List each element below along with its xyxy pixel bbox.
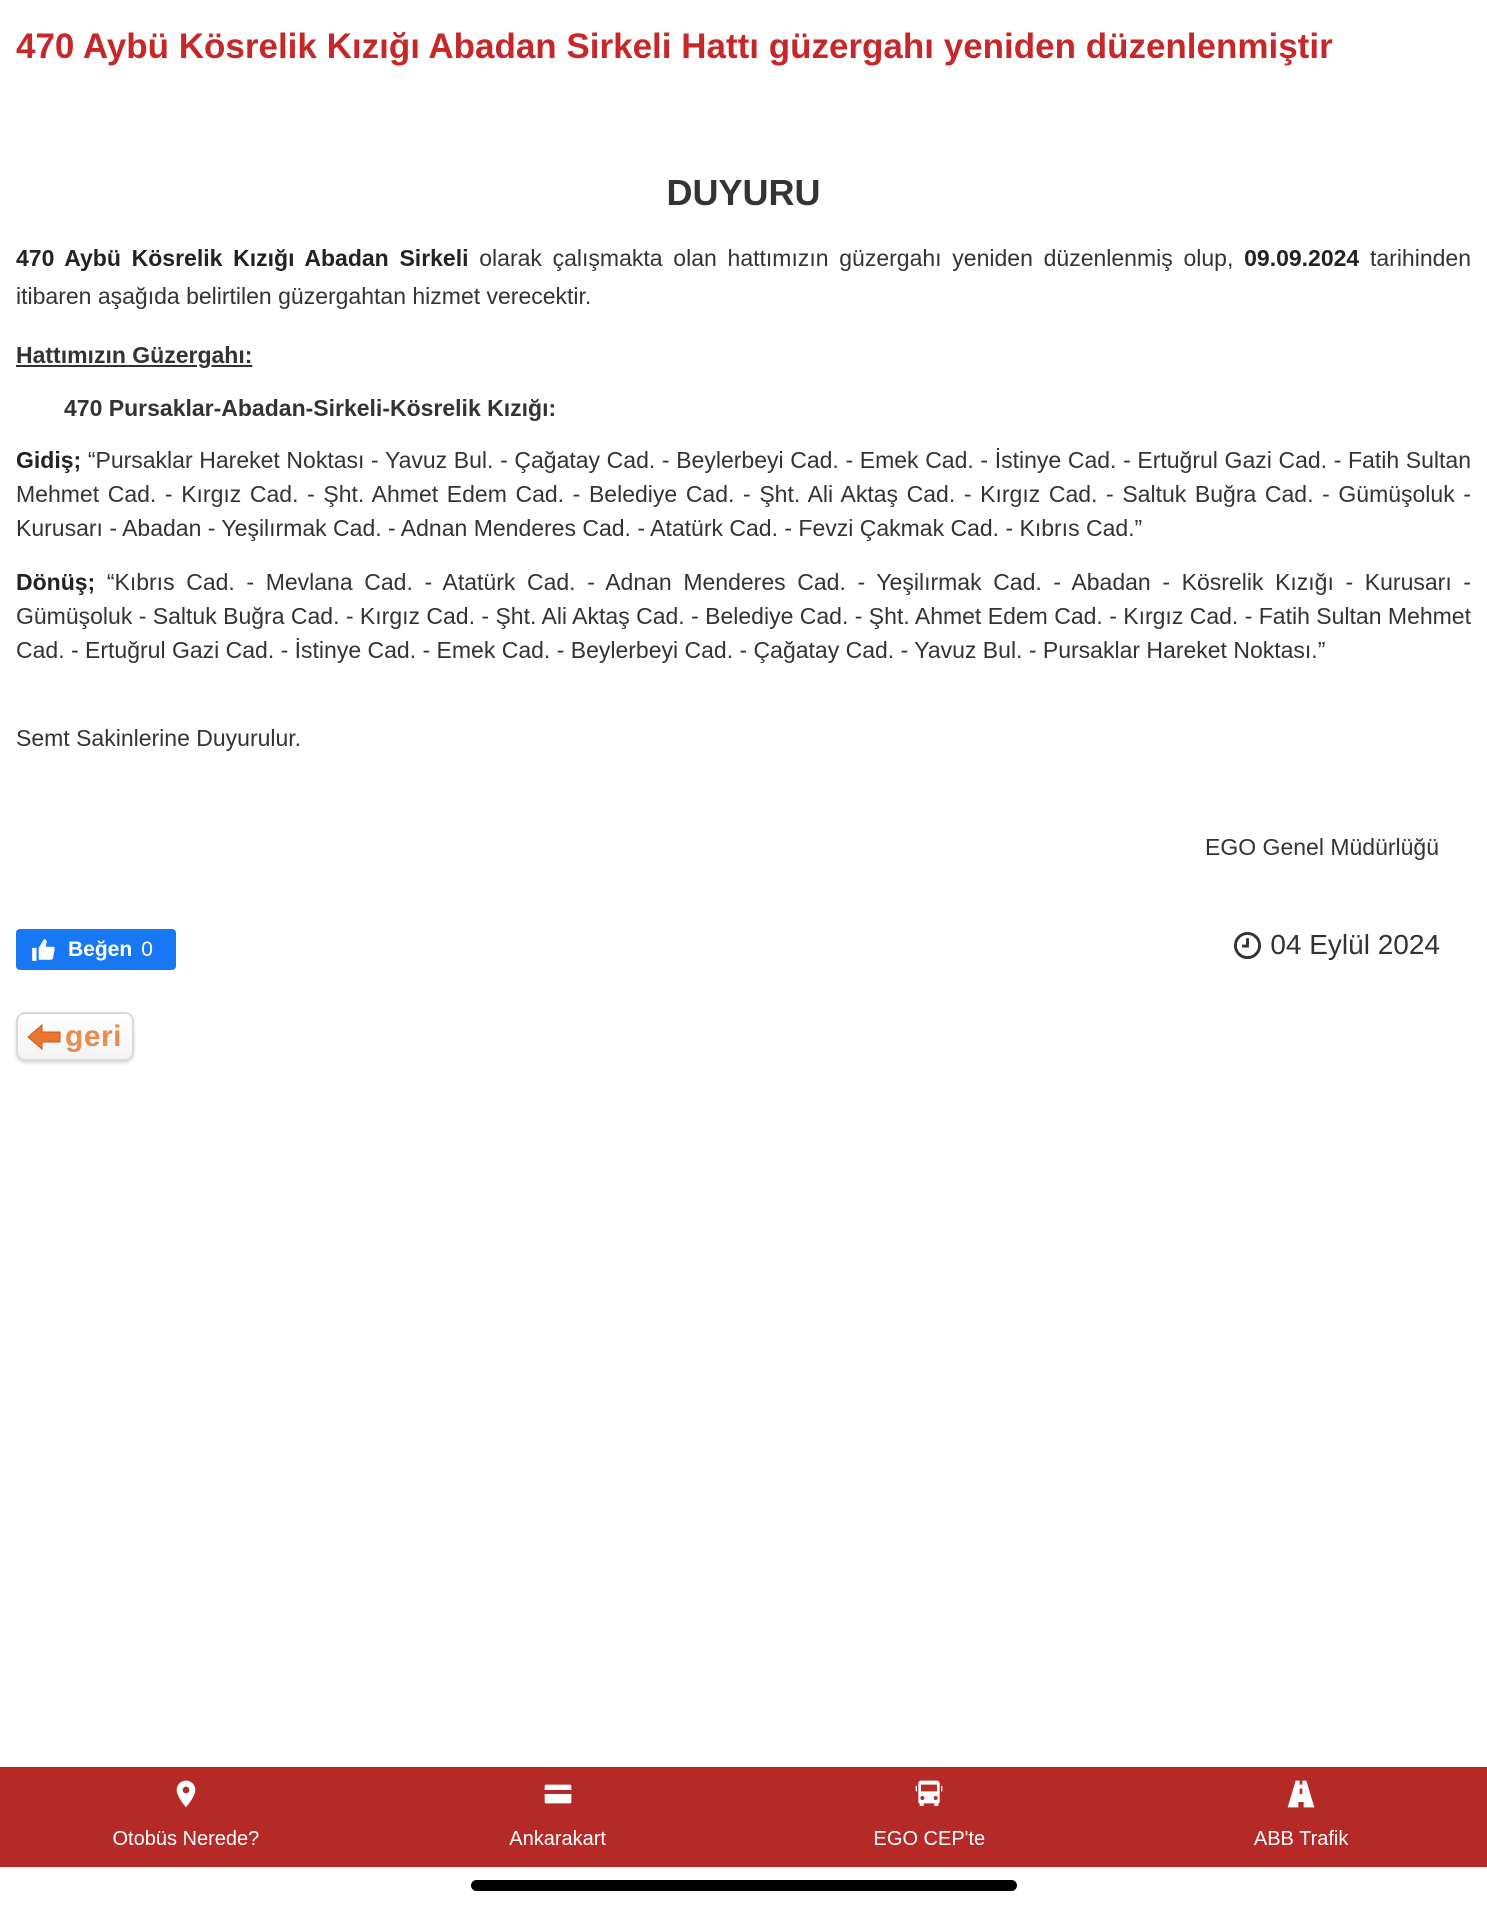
home-indicator[interactable] <box>471 1880 1017 1891</box>
nav-label: Ankarakart <box>509 1828 606 1850</box>
nav-item-ego-cep[interactable] <box>744 1767 1116 1867</box>
like-count: 0 <box>141 937 153 961</box>
published-date-text: 04 Eylül 2024 <box>1270 929 1440 960</box>
signature: EGO Genel Müdürlüğü <box>1205 834 1439 860</box>
like-button[interactable] <box>16 929 176 970</box>
bottom-navigation <box>0 1767 1487 1867</box>
intro-text-2: tarihinden itibaren aşağıda belirtilen güzergahtan hizmet verecektir. <box>16 245 1471 309</box>
arrow-left-icon <box>26 1022 62 1052</box>
notice-title: DUYURU <box>666 172 821 213</box>
back-button[interactable] <box>16 1012 134 1061</box>
intro-text-1: olarak çalışmakta olan hattımızın güzergahı yeniden düzenlenmiş olup, <box>468 245 1245 271</box>
back-label: geri <box>65 1019 123 1053</box>
outbound-label: Gidiş; <box>16 447 82 473</box>
return-label: Dönüş; <box>16 569 96 595</box>
nav-item-ankarakart[interactable] <box>372 1767 744 1867</box>
card-icon <box>542 1778 574 1810</box>
return-stops: “Kıbrıs Cad. - Mevlana Cad. - Atatürk Cad. - Adnan Menderes Cad. - Yeşilırmak Cad. - Abadan - Kösrelik Kızığı - Kurusarı - Gümüşoluk - Saltuk Buğra Cad. - Kırgız Cad. - Şht. Ali Aktaş Cad. - Belediye Cad. - Şht. Ahmet Edem Cad. - Kırgız Cad. - Fatih Sultan Mehmet Cad. - Ertuğrul Gazi Cad. - İstinye Cad. - Emek Cad. - Beylerbeyi Cad. - Çağatay Cad. - Yavuz Bul. - Pursaklar Hareket Noktası.” <box>16 569 1471 663</box>
nav-item-abb-trafik[interactable] <box>1115 1767 1487 1867</box>
clock-icon <box>1233 931 1262 960</box>
route-name: 470 Pursaklar-Abadan-Sirkeli-Kösrelik Kızığı: <box>64 395 557 421</box>
location-pin-icon <box>170 1778 202 1810</box>
route-outbound <box>16 443 1471 545</box>
intro-line-name: 470 Aybü Kösrelik Kızığı Abadan Sirkeli <box>16 245 469 271</box>
road-icon <box>1285 1778 1317 1810</box>
nav-label: Otobüs Nerede? <box>112 1828 260 1850</box>
page-headline: 470 Aybü Kösrelik Kızığı Abadan Sirkeli Hattı güzergahı yeniden düzenlenmiştir <box>16 27 1333 66</box>
nav-label: ABB Trafik <box>1253 1828 1349 1850</box>
like-label: Beğen <box>68 937 133 961</box>
published-date <box>1233 929 1440 961</box>
thumbs-up-icon <box>30 937 56 963</box>
intro-date: 09.09.2024 <box>1244 245 1360 271</box>
nav-label: EGO CEP'te <box>873 1828 986 1850</box>
notice-intro <box>16 239 1471 315</box>
closing-text: Semt Sakinlerine Duyurulur. <box>16 725 302 751</box>
bus-icon <box>913 1778 945 1810</box>
route-return <box>16 565 1471 667</box>
route-heading: Hattımızın Güzergahı: <box>16 342 253 368</box>
nav-item-bus-location[interactable] <box>0 1767 372 1867</box>
outbound-stops: “Pursaklar Hareket Noktası - Yavuz Bul. - Çağatay Cad. - Beylerbeyi Cad. - Emek Cad. - İstinye Cad. - Ertuğrul Gazi Cad. - Fatih Sultan Mehmet Cad. - Kırgız Cad. - Şht. Ahmet Edem Cad. - Belediye Cad. - Şht. Ali Aktaş Cad. - Kırgız Cad. - Saltuk Buğra Cad. - Gümüşoluk - Kurusarı - Abadan - Yeşilırmak Cad. - Adnan Menderes Cad. - Atatürk Cad. - Fevzi Çakmak Cad. - Kıbrıs Cad.” <box>16 447 1471 541</box>
